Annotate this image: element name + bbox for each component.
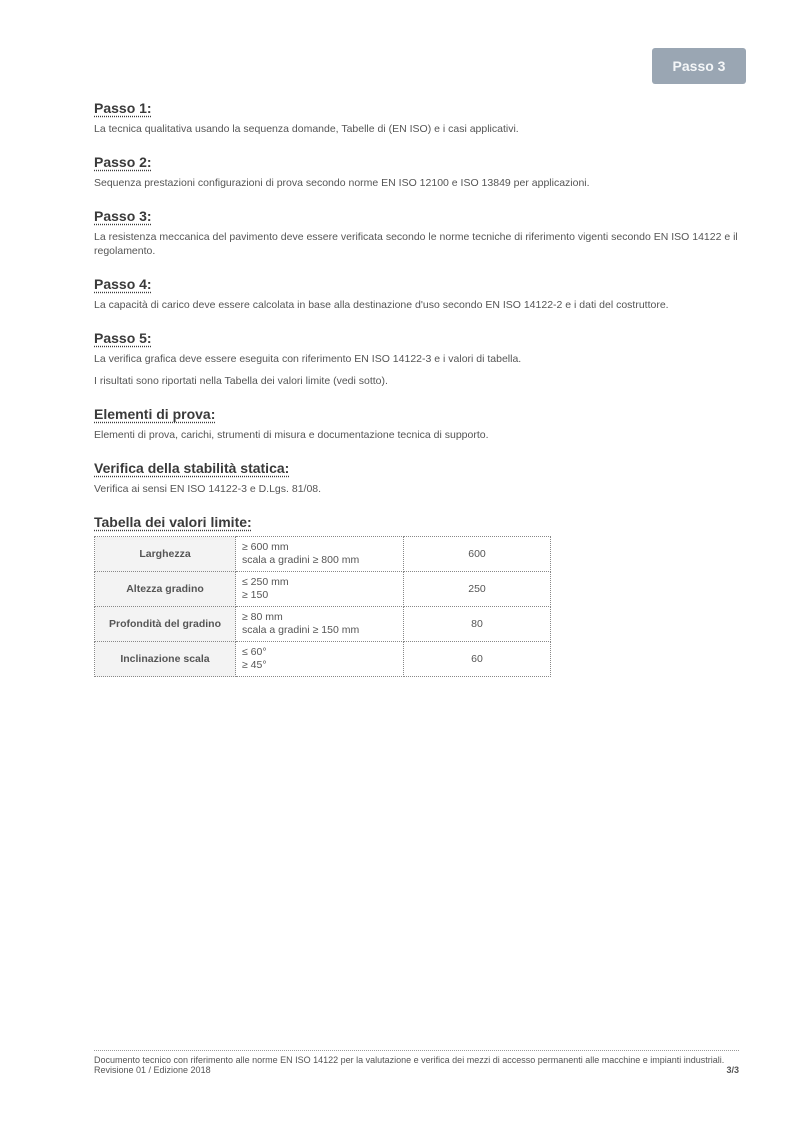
row-value: 250 [404,572,551,607]
section-1 [94,100,754,136]
section-text: Verifica ai sensi EN ISO 14122-3 e D.Lgs. 81/08. [94,483,322,495]
footer-revision: Revisione 01 / Edizione 2018 [94,1065,211,1075]
row-label: Larghezza [95,537,236,572]
row-label: Altezza gradino [95,572,236,607]
row-detail [236,537,404,572]
row-detail-line: ≤ 250 mm [242,576,289,588]
section-heading: Passo 1: [94,100,152,116]
row-label: Inclinazione scala [95,642,236,677]
section-6 [94,406,754,442]
table-row [95,537,551,572]
section-7 [94,460,754,496]
page-footer [94,1050,739,1075]
row-label: Profondità del gradino [95,607,236,642]
table-heading: Tabella dei valori limite: [94,514,252,530]
limits-table [94,536,551,677]
table-row [95,572,551,607]
section-heading: Elementi di prova: [94,406,216,422]
section-4 [94,276,754,312]
section-text: La tecnica qualitativa usando la sequenza domande, Tabelle di (EN ISO) e i casi applicativi. [94,123,519,135]
row-detail-line: ≥ 600 mm [242,541,289,553]
section-text: Elementi di prova, carichi, strumenti di misura e documentazione tecnica di supporto. [94,429,489,441]
row-detail [236,607,404,642]
section-text: La verifica grafica deve essere eseguita con riferimento EN ISO 14122-3 e i valori di tabella. [94,353,522,365]
row-detail-line: ≤ 60° [242,646,267,658]
row-detail [236,572,404,607]
section-text: I risultati sono riportati nella Tabella dei valori limite (vedi sotto). [94,375,388,387]
row-detail-line: ≥ 45° [242,659,267,671]
section-heading: Verifica della stabilità statica: [94,460,290,476]
section-heading: Passo 2: [94,154,152,170]
section-heading: Passo 5: [94,330,152,346]
row-value: 80 [404,607,551,642]
row-detail [236,642,404,677]
row-value: 60 [404,642,551,677]
page-badge: Passo 3 [652,48,746,84]
limits-table-section [94,514,754,677]
row-detail-line: scala a gradini ≥ 800 mm [242,554,360,566]
page-number: 3/3 [726,1065,739,1075]
section-text: La capacità di carico deve essere calcolata in base alla destinazione d'uso secondo EN ISO 14122-2 e i dati del costruttore. [94,299,669,311]
section-heading: Passo 4: [94,276,152,292]
footer-note: Documento tecnico con riferimento alle norme EN ISO 14122 per la valutazione e verifica dei mezzi di accesso permanenti alle macchine e impianti industriali. [94,1055,725,1065]
table-row [95,642,551,677]
section-5 [94,330,754,388]
section-3 [94,208,754,258]
document-body [94,100,754,695]
row-detail-line: ≥ 80 mm [242,611,283,623]
table-row [95,607,551,642]
section-2 [94,154,754,190]
row-detail-line: scala a gradini ≥ 150 mm [242,624,360,636]
section-heading: Passo 3: [94,208,152,224]
row-detail-line: ≥ 150 [242,589,269,601]
row-value: 600 [404,537,551,572]
section-text: Sequenza prestazioni configurazioni di prova secondo norme EN ISO 12100 e ISO 13849 per applicazioni. [94,177,590,189]
section-text: La resistenza meccanica del pavimento deve essere verificata secondo le norme tecniche di riferimento vigenti secondo EN ISO 14122 e il regolamento. [94,231,738,257]
